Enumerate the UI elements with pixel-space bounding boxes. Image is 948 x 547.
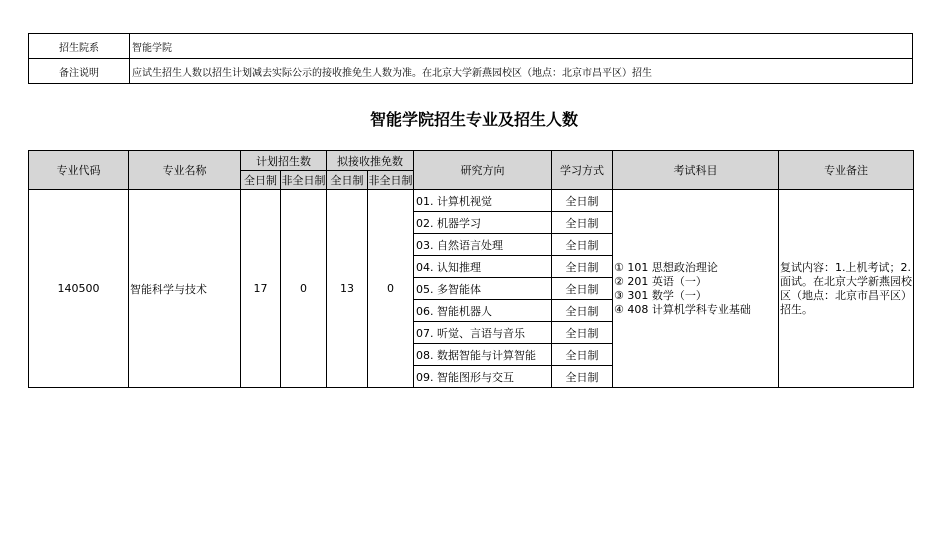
exam-subject: ④ 408 计算机学科专业基础 bbox=[614, 302, 751, 316]
rec-part-count: 0 bbox=[368, 190, 414, 388]
direction-item: 01. 计算机视觉 bbox=[414, 190, 552, 212]
direction-item: 04. 认知推理 bbox=[414, 256, 552, 278]
header-code: 专业代码 bbox=[29, 151, 129, 190]
study-mode: 全日制 bbox=[552, 278, 613, 300]
study-mode: 全日制 bbox=[552, 190, 613, 212]
dept-label: 招生院系 bbox=[29, 34, 130, 59]
study-mode: 全日制 bbox=[552, 234, 613, 256]
header-mode: 学习方式 bbox=[552, 151, 613, 190]
header-exam: 考试科目 bbox=[613, 151, 779, 190]
table-row bbox=[29, 190, 914, 212]
header-remark: 专业备注 bbox=[779, 151, 914, 190]
major-code: 140500 bbox=[29, 190, 129, 388]
study-mode: 全日制 bbox=[552, 256, 613, 278]
header-row bbox=[29, 151, 914, 171]
page-title: 智能学院招生专业及招生人数 bbox=[369, 110, 578, 129]
info-table bbox=[28, 33, 913, 84]
major-name: 智能科学与技术 bbox=[129, 190, 241, 388]
direction-item: 09. 智能图形与交互 bbox=[414, 366, 552, 388]
study-mode: 全日制 bbox=[552, 212, 613, 234]
header-name: 专业名称 bbox=[129, 151, 241, 190]
direction-item: 06. 智能机器人 bbox=[414, 300, 552, 322]
header-rec-full: 全日制 bbox=[327, 171, 368, 190]
info-row-dept bbox=[29, 34, 913, 59]
dept-value: 智能学院 bbox=[130, 34, 913, 59]
info-row-note bbox=[29, 59, 913, 84]
note-label: 备注说明 bbox=[29, 59, 130, 84]
study-mode: 全日制 bbox=[552, 366, 613, 388]
header-plan-part: 非全日制 bbox=[281, 171, 327, 190]
header-direction: 研究方向 bbox=[414, 151, 552, 190]
direction-item: 08. 数据智能与计算智能 bbox=[414, 344, 552, 366]
header-recommend: 拟接收推免数 bbox=[327, 151, 414, 171]
direction-item: 07. 听觉、言语与音乐 bbox=[414, 322, 552, 344]
header-plan-full: 全日制 bbox=[241, 171, 281, 190]
major-remark: 复试内容：1.上机考试；2.面试。在北京大学新燕园校区（地点：北京市昌平区）招生。 bbox=[779, 190, 914, 388]
direction-item: 02. 机器学习 bbox=[414, 212, 552, 234]
header-rec-part: 非全日制 bbox=[368, 171, 414, 190]
direction-item: 03. 自然语言处理 bbox=[414, 234, 552, 256]
note-value: 应试生招生人数以招生计划减去实际公示的接收推免生人数为准。在北京大学新燕园校区（地点：北京市昌平区）招生 bbox=[130, 59, 913, 84]
plan-part-count: 0 bbox=[281, 190, 327, 388]
study-mode: 全日制 bbox=[552, 322, 613, 344]
exam-subject: ② 201 英语（一） bbox=[614, 274, 707, 288]
exam-subject: ③ 301 数学（一） bbox=[614, 288, 707, 302]
enrollment-table bbox=[28, 150, 914, 388]
exam-subjects bbox=[613, 190, 779, 388]
exam-subject: ① 101 思想政治理论 bbox=[614, 260, 718, 274]
study-mode: 全日制 bbox=[552, 300, 613, 322]
study-mode: 全日制 bbox=[552, 344, 613, 366]
rec-full-count: 13 bbox=[327, 190, 368, 388]
header-plan: 计划招生数 bbox=[241, 151, 327, 171]
direction-item: 05. 多智能体 bbox=[414, 278, 552, 300]
plan-full-count: 17 bbox=[241, 190, 281, 388]
